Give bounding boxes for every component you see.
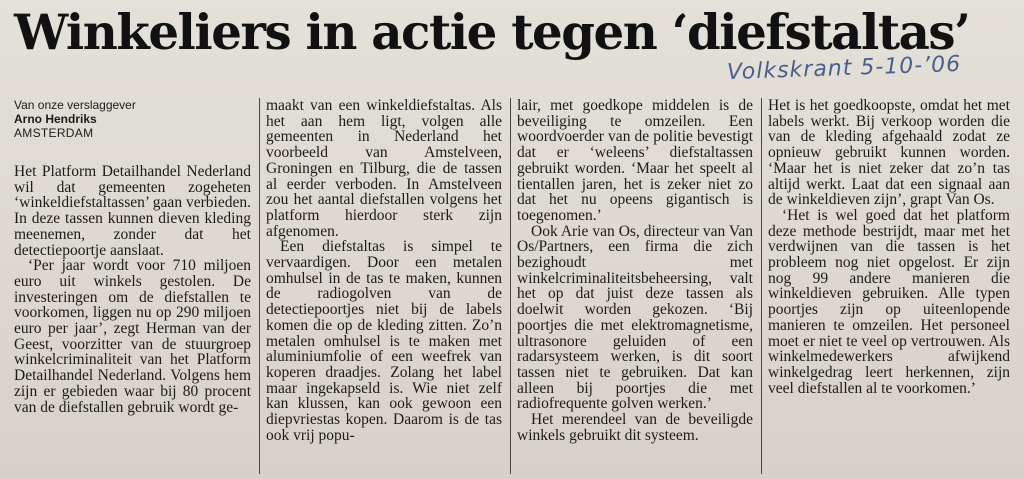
headline: Winkeliers in actie tegen ‘diefstaltas’ <box>14 3 970 61</box>
paragraph: ‘Per jaar wordt voor 710 miljoen euro uit winkels gestolen. De investeringen om de diefstallen te voorkomen, liggen nu op 290 miljoen euro per jaar’, zegt Herman van der Geest, voorzitter van de stuurgroep winkelcriminaliteit van het Platform Detailhandel Nederland. Volgens hem zijn er gebieden waar bij 80 procent van de diefstallen gebruik wordt ge- <box>14 257 251 416</box>
column-divider <box>510 98 511 474</box>
article-column-1 <box>14 98 251 415</box>
paragraph: maakt van een winkeldiefstaltas. Als het aan hem ligt, volgen alle gemeenten in Nederland het voorbeeld van Amstelveen, Groningen en Tilburg, die de tassen al eerder verboden. In Amstelveen zou het aantal diefstallen volgens het platform hierdoor sterk zijn afgenomen. <box>266 97 502 240</box>
paragraph: ‘Het is wel goed dat het platform deze methode bestrijdt, maar met het verdwijnen van die tassen is het probleem nog niet opgelost. Er zijn nog 99 andere manieren die winkeldieven gebruiken. Alle typen poortjes zijn op uiteenlopende manieren te omzeilen. Het personeel moet er niet te veel op vertrouwen. Als winkelmedewerkers afwijkend winkelgedrag leert herkennen, zijn veel diefstallen al te voorkomen.’ <box>768 206 1010 397</box>
article-column-3 <box>517 98 753 443</box>
handwritten-date-note: Volkskrant 5-10-’06 <box>726 51 962 86</box>
paragraph: Ook Arie van Os, directeur van Van Os/Partners, een firma die zich bezighoudt met winkelcriminaliteitsbeheersing, valt het op dat juist deze tassen als doelwit worden gekozen. ‘Bij poortjes die met elektromagnetisme, ultrasonore geluiden of een radarsysteem werken, is dit soort tassen niet te gebruiken. Dat kan alleen bij poortjes die met radiofrequente golven werken.’ <box>517 222 753 413</box>
article-column-4 <box>768 98 1010 396</box>
byline <box>14 98 251 140</box>
byline-label: Van onze verslaggever <box>14 98 136 112</box>
column-divider <box>259 98 260 474</box>
paragraph: lair, met goedkope middelen is de beveiliging te omzeilen. Een woordvoerder van de politie bevestigt dat er ‘weleens’ diefstaltassen gebruikt worden. ‘Maar het speelt al tientallen jaren, het is zeker niet zo dat het nu opeens gigantisch is toegenomen.’ <box>517 97 753 224</box>
paragraph: Een diefstaltas is simpel te vervaardigen. Door een metalen omhulsel in de tas te maken, kunnen de radiogolven van de detectiepoortjes niet bij de labels komen die op de kleding zitten. Zo’n metalen omhulsel is te maken met aluminiumfolie of een weefrek van koperen draadjes. Zolang het label maar ingekapseld is. Wie niet zelf kan klussen, kan ook gewoon een diepvriestas kopen. Daarom is de tas ook vrij popu- <box>266 238 502 444</box>
article-column-2 <box>266 98 502 443</box>
paragraph: Het merendeel van de beveiligde winkels gebruikt dit systeem. <box>517 411 753 444</box>
paragraph: Het Platform Detailhandel Nederland wil dat gemeenten zogeheten ‘winkeldiefstaltassen’ gaan verbieden. In deze tassen kunnen dieven kleding meenemen, zonder dat het detectiepoortje aanslaat. <box>14 163 251 259</box>
byline-place: AMSTERDAM <box>14 126 94 140</box>
byline-author: Arno Hendriks <box>14 112 97 126</box>
column-divider <box>761 98 762 474</box>
paragraph: Het is het goedkoopste, omdat het met labels werkt. Bij verkoop worden die van de kleding afgehaald zodat ze opnieuw gebruikt kunnen worden. ‘Maar het is niet zeker dat zo’n tas altijd werkt. Laat dat een signaal aan de winkeldieven zijn’, grapt Van Os. <box>768 97 1010 209</box>
